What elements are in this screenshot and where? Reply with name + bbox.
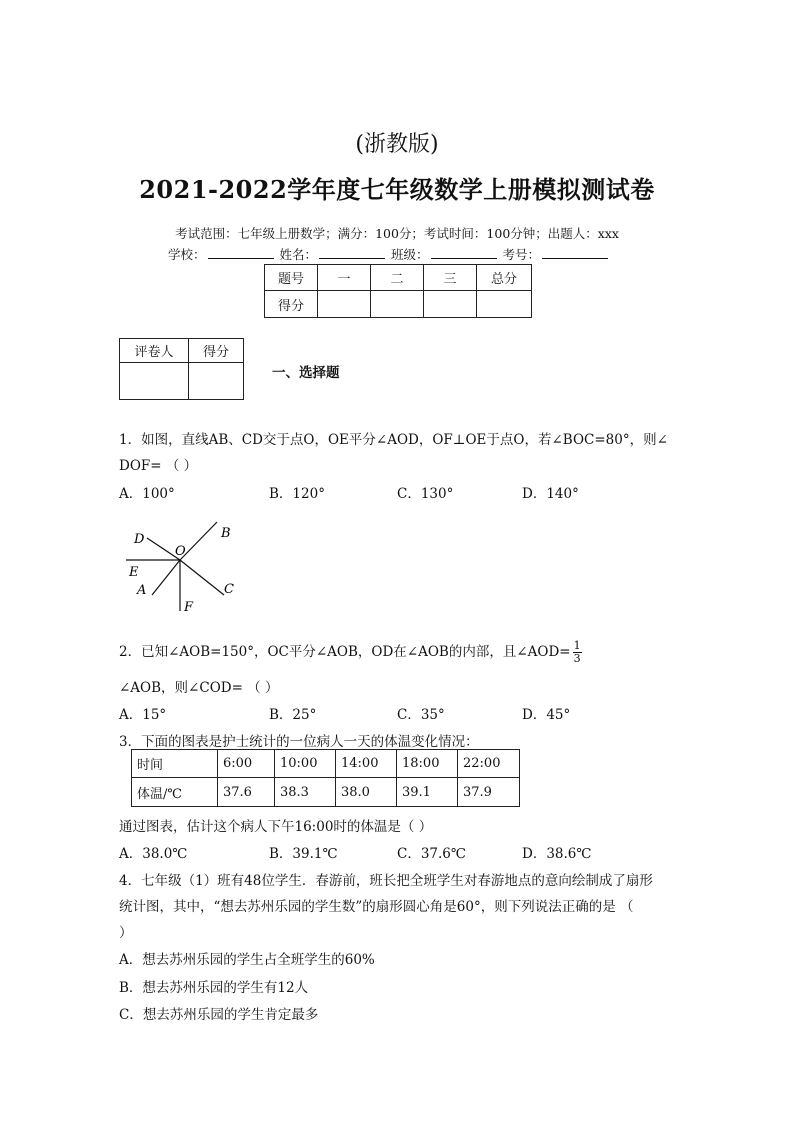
question-1-line2: DOF= （ ） bbox=[119, 458, 198, 474]
grader-cell[interactable] bbox=[189, 363, 244, 400]
table-cell: 38.0 bbox=[336, 778, 397, 807]
grader-cell[interactable] bbox=[120, 363, 189, 400]
exam-info: 考试范围：七年级上册数学；满分：100分；考试时间：100分钟；出题人：xxx bbox=[175, 226, 619, 241]
question-3-line2: 通过图表，估计这个病人下午16:00时的体温是（ ） bbox=[119, 819, 433, 835]
question-4-line3: ） bbox=[119, 925, 133, 941]
score-row-label: 得分 bbox=[265, 291, 318, 318]
question-1-option-d[interactable]: D．140° bbox=[522, 486, 579, 502]
section-title: 一、选择题 bbox=[272, 365, 340, 381]
table-cell: 22:00 bbox=[458, 750, 520, 778]
score-header-cell: 二 bbox=[371, 265, 424, 291]
question-3-option-c[interactable]: C．37.6℃ bbox=[397, 846, 466, 862]
ray-oa bbox=[152, 560, 180, 595]
score-header-cell: 三 bbox=[424, 265, 477, 291]
table-cell: 6:00 bbox=[218, 750, 275, 778]
question-1-option-c[interactable]: C．130° bbox=[397, 486, 454, 502]
fraction-denominator: 3 bbox=[573, 652, 581, 665]
question-3-line1: 3．下面的图表是护士统计的一位病人一天的体温变化情况： bbox=[119, 734, 479, 750]
name-label: 姓名： bbox=[279, 247, 318, 262]
label-c: C bbox=[224, 582, 234, 597]
table-cell: 时间 bbox=[132, 750, 218, 778]
label-f: F bbox=[184, 600, 194, 615]
question-2-line1 bbox=[119, 640, 582, 665]
label-d: D bbox=[134, 532, 145, 547]
name-blank[interactable] bbox=[319, 246, 385, 259]
table-cell: 体温/℃ bbox=[132, 778, 218, 807]
table-cell: 37.6 bbox=[218, 778, 275, 807]
label-e: E bbox=[129, 565, 139, 580]
label-o: O bbox=[175, 544, 186, 559]
question-2-option-b[interactable]: B．25° bbox=[269, 707, 317, 723]
question-1-option-a[interactable]: A．100° bbox=[119, 486, 175, 502]
question-3-option-a[interactable]: A．38.0℃ bbox=[119, 846, 188, 862]
score-cell[interactable] bbox=[424, 291, 477, 318]
question-2-option-d[interactable]: D．45° bbox=[522, 707, 571, 723]
exam-no-blank[interactable] bbox=[542, 246, 608, 259]
ray-oc bbox=[180, 560, 224, 595]
label-a: A bbox=[137, 583, 147, 598]
grader-table bbox=[119, 338, 244, 400]
label-b: B bbox=[221, 526, 231, 541]
question-1-option-b[interactable]: B．120° bbox=[269, 486, 325, 502]
grader-header-cell: 评卷人 bbox=[120, 339, 189, 363]
table-cell: 18:00 bbox=[397, 750, 458, 778]
score-header-cell: 一 bbox=[318, 265, 371, 291]
score-cell[interactable] bbox=[371, 291, 424, 318]
question-4-option-c[interactable]: C．想去苏州乐园的学生肯定最多 bbox=[119, 1007, 319, 1023]
table-cell: 37.9 bbox=[458, 778, 520, 807]
exam-edition: (浙教版) bbox=[355, 132, 439, 157]
question-4-line1: 4．七年级（1）班有48位学生．春游前，班长把全班学生对春游地点的意向绘制成了扇形 bbox=[119, 873, 653, 889]
score-table bbox=[264, 264, 532, 318]
question-3-option-d[interactable]: D．38.6℃ bbox=[522, 846, 592, 862]
question-1-figure bbox=[120, 515, 250, 617]
school-label: 学校： bbox=[168, 247, 206, 262]
temperature-table bbox=[131, 749, 520, 807]
exam-no-label: 考号： bbox=[502, 247, 541, 262]
table-cell: 14:00 bbox=[336, 750, 397, 778]
school-blank[interactable] bbox=[208, 246, 274, 259]
grader-header-cell: 得分 bbox=[189, 339, 244, 363]
question-2-option-c[interactable]: C．35° bbox=[397, 707, 445, 723]
question-4-line2: 统计图，其中，“想去苏州乐园的学生数”的扇形圆心角是60°，则下列说法正确的是 （ bbox=[119, 899, 634, 915]
table-cell: 10:00 bbox=[275, 750, 336, 778]
question-4-option-a[interactable]: A．想去苏州乐园的学生占全班学生的60% bbox=[119, 952, 375, 968]
score-cell[interactable] bbox=[477, 291, 532, 318]
question-1-line1: 1．如图，直线AB、CD交于点O，OE平分∠AOD，OF⊥OE于点O，若∠BOC=80°，则∠ bbox=[119, 432, 668, 448]
table-cell: 38.3 bbox=[275, 778, 336, 807]
class-blank[interactable] bbox=[431, 246, 497, 259]
score-header-cell: 题号 bbox=[265, 265, 318, 291]
question-3-option-b[interactable]: B．39.1℃ bbox=[269, 846, 338, 862]
question-4-option-b[interactable]: B．想去苏州乐园的学生有12人 bbox=[119, 980, 309, 996]
score-cell[interactable] bbox=[318, 291, 371, 318]
table-cell: 39.1 bbox=[397, 778, 458, 807]
fraction-one-third bbox=[573, 640, 582, 665]
class-label: 班级： bbox=[391, 247, 429, 262]
question-2-option-a[interactable]: A．15° bbox=[119, 707, 167, 723]
score-header-cell: 总分 bbox=[477, 265, 532, 291]
student-fields bbox=[168, 245, 610, 263]
exam-title: 2021-2022学年度七年级数学上册模拟测试卷 bbox=[139, 175, 655, 204]
fraction-numerator: 1 bbox=[573, 639, 581, 652]
question-2-text: 2．已知∠AOB=150°，OC平分∠AOB，OD在∠AOB的内部，且∠AOD= bbox=[119, 644, 571, 660]
question-2-line2: ∠AOB，则∠COD= （ ） bbox=[119, 680, 279, 696]
